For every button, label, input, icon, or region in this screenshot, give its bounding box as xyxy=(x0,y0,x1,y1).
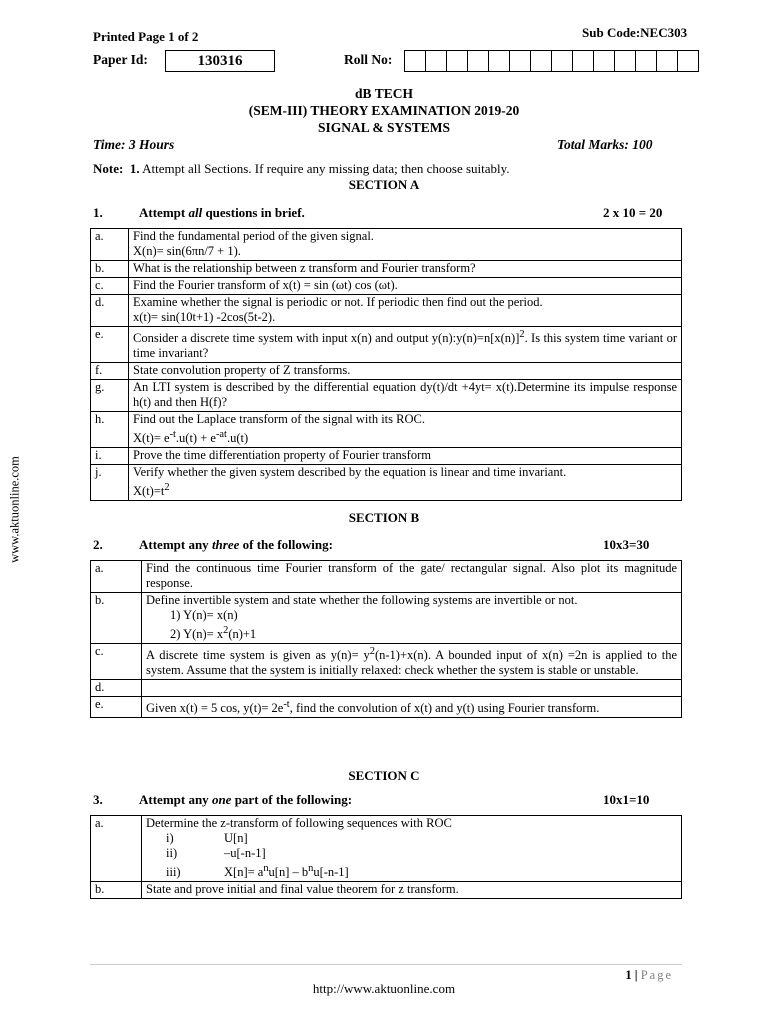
q3-instruction: Attempt any one part of the following: xyxy=(139,792,353,807)
section-a-table xyxy=(90,228,682,501)
table-row: b. State and prove initial and final value theorem for z transform. xyxy=(91,882,682,899)
table-row: h. Find out the Laplace transform of the signal with its ROC. $X(t)= e^{-t}.u(t) + e^{-at}.u(t)$ xyxy=(91,412,682,448)
roll-box xyxy=(405,51,426,71)
roll-box xyxy=(636,51,657,71)
roll-no-boxes xyxy=(404,50,699,72)
section-c-heading: SECTION C xyxy=(348,768,420,783)
roll-box xyxy=(447,51,468,71)
footer-divider xyxy=(90,964,682,965)
q1-marks: 2 x 10 = 20 xyxy=(603,205,663,220)
table-row: a. Find the continuous time Fourier transform of the gate/ rectangular signal. Also plot its magnitude response. xyxy=(91,561,682,593)
roll-box xyxy=(426,51,447,71)
roll-box xyxy=(657,51,678,71)
page-number: 1 | Page xyxy=(625,968,673,982)
roll-box xyxy=(552,51,573,71)
roll-no-label: Roll No: xyxy=(344,52,393,67)
section-c-table xyxy=(90,815,682,899)
roll-box xyxy=(678,51,698,71)
table-row: f. State convolution property of Z transforms. xyxy=(91,363,682,380)
q3-number: 3. xyxy=(93,792,103,807)
note-label: Note: xyxy=(93,161,124,176)
table-row: d. Examine whether the signal is periodic or not. If periodic then find out the period. x(t)= sin(10t+1) -2cos(5t-2). xyxy=(91,295,682,327)
table-row: i. Prove the time differentiation property of Fourier transform xyxy=(91,448,682,465)
roll-box xyxy=(489,51,510,71)
printed-page-label: Printed Page 1 of 2 xyxy=(93,29,199,44)
side-watermark: www.aktuonline.com xyxy=(7,456,22,563)
total-marks: Total Marks: 100 xyxy=(557,137,653,152)
table-row: a. Determine the z-transform of following sequences with ROC i) U[n] ii) –u[-n-1] iii) $X[n]= a^nu[n] - b^nu[-n-1]$ xyxy=(91,816,682,882)
table-row: j. Verify whether the given system described by the equation is linear and time invariant. $X(t)=t^2$ xyxy=(91,465,682,501)
table-row: b. What is the relationship between z transform and Fourier transform? xyxy=(91,261,682,278)
subject-title: SIGNAL & SYSTEMS xyxy=(317,120,451,135)
exam-title: (SEM-III) THEORY EXAMINATION 2019-20 xyxy=(248,103,520,118)
paper-id-box: 130316 xyxy=(165,50,275,72)
note-number: 1. xyxy=(129,161,140,176)
table-row: c. Find the Fourier transform of x(t) = sin (ωt) cos (ωt). xyxy=(91,278,682,295)
table-row: a. Find the fundamental period of the given signal. X(n)= sin(6πn/7 + 1). xyxy=(91,229,682,261)
roll-box xyxy=(615,51,636,71)
q3-marks: 10x1=10 xyxy=(603,792,650,807)
table-row: c. A discrete time system is given as $y(n)= y^2(n-1)+x(n)$. A bounded input of x(n) =2n is applied to the system. Assume that the system is initially relaxed: check whether the system is stable or unstable. xyxy=(91,644,682,680)
q2-number: 2. xyxy=(93,537,103,552)
q1-instruction: Attempt all questions in brief. xyxy=(139,205,305,220)
footer-url[interactable]: http://www.aktuonline.com xyxy=(312,981,456,996)
roll-box xyxy=(531,51,552,71)
section-a-heading: SECTION A xyxy=(348,177,420,192)
q2-marks: 10x3=30 xyxy=(603,537,650,552)
table-row: d. xyxy=(91,680,682,697)
roll-box xyxy=(594,51,615,71)
note-text: Attempt all Sections. If require any missing data; then choose suitably. xyxy=(142,161,510,176)
sub-code: Sub Code:NEC303 xyxy=(582,25,688,40)
roll-box xyxy=(468,51,489,71)
table-row: g. An LTI system is described by the differential equation dy(t)/dt +4yt= x(t).Determine its impulse response h(t) and then H(f)? xyxy=(91,380,682,412)
paper-id-label: Paper Id: xyxy=(93,52,148,67)
q2-instruction: Attempt any three of the following: xyxy=(139,537,333,552)
time-allowed: Time: 3 Hours xyxy=(93,137,175,152)
roll-box xyxy=(510,51,531,71)
roll-box xyxy=(573,51,594,71)
table-row: e. Consider a discrete time system with input x(n) and output $y(n):y(n)=n[x(n)]^2$. Is this system time variant or time invariant? xyxy=(91,327,682,363)
note-line xyxy=(93,161,510,177)
section-b-heading: SECTION B xyxy=(348,510,420,525)
table-row: e. Given x(t) = 5 cos, $y(t)= 2e^{-t}$, find the convolution of x(t) and y(t) using Fourier transform. xyxy=(91,697,682,718)
degree: dB TECH xyxy=(355,86,413,101)
q1-number: 1. xyxy=(93,205,103,220)
table-row: b. Define invertible system and state whether the following systems are invertible or not. 1) Y(n)= x(n) 2) $Y(n)= x^2(n)+1$ xyxy=(91,593,682,644)
section-b-table xyxy=(90,560,682,718)
